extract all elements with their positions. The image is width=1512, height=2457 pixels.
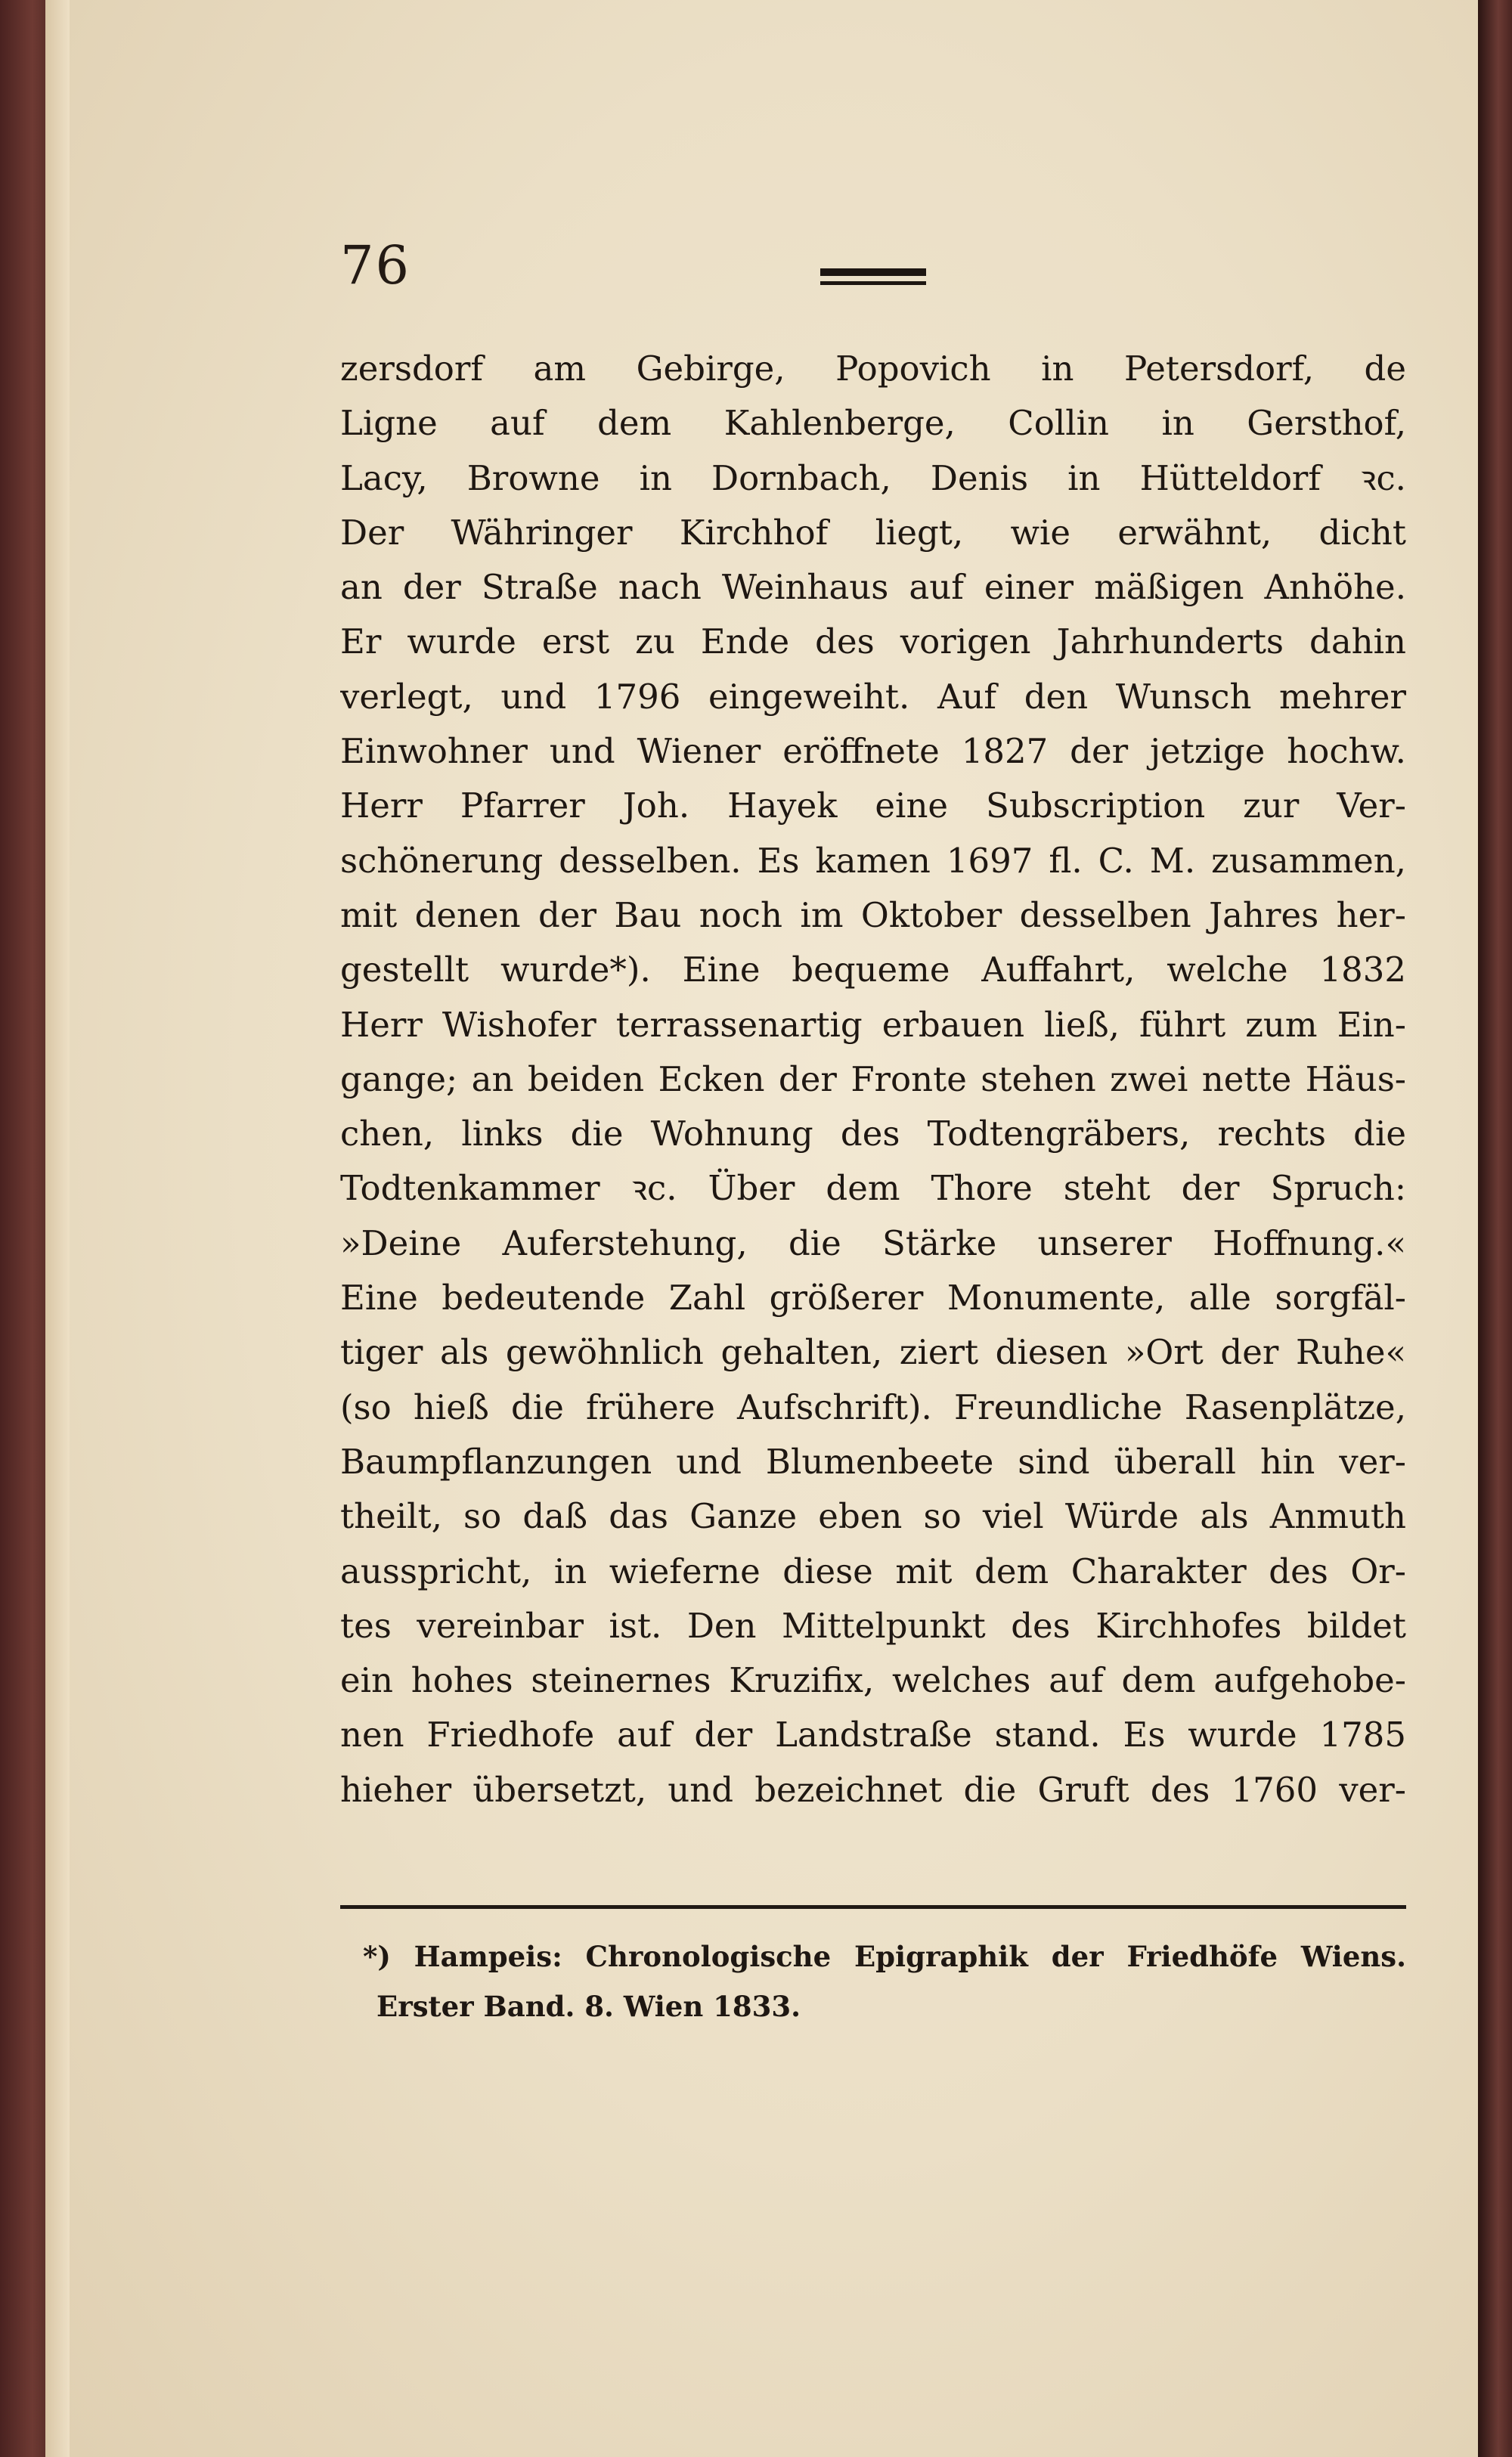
text-line: zersdorf am Gebirge, Popovich in Petersdorf, de <box>340 349 1406 389</box>
text-line: gestellt wurde*). Eine bequeme Auffahrt, welche 1832 <box>340 950 1406 990</box>
text-line: Eine bedeutende Zahl größerer Monumente, alle sorgfäl- <box>340 1278 1406 1318</box>
header-ornament-rule <box>820 268 926 276</box>
text-line: nen Friedhofe auf der Landstraße stand. Es wurde 1785 <box>340 1715 1406 1755</box>
text-line: ein hohes steinernes Kruzifix, welches auf dem aufgehobe- <box>340 1660 1406 1701</box>
footnote <box>363 1932 1406 2031</box>
text-line: Einwohner und Wiener eröffnete 1827 der jetzige hochw. <box>340 731 1406 772</box>
text-line: tes vereinbar ist. Den Mittelpunkt des Kirchhofes bildet <box>340 1605 1406 1646</box>
text-line: theilt, so daß das Ganze eben so viel Würde als Anmuth <box>340 1496 1406 1537</box>
text-line: ausspricht, in wieferne diese mit dem Charakter des Or- <box>340 1551 1406 1591</box>
book-cover-edge-right <box>1478 0 1512 2457</box>
text-line: »Deine Auferstehung, die Stärke unserer Hoffnung.« <box>340 1222 1406 1263</box>
page-header <box>340 234 1406 318</box>
text-line: tiger als gewöhnlich gehalten, ziert diesen »Ort der Ruhe« <box>340 1332 1406 1373</box>
text-line: hieher übersetzt, und bezeichnet die Gruft des 1760 ver- <box>340 1769 1406 1810</box>
text-line: chen, links die Wohnung des Todtengräbers, rechts die <box>340 1114 1406 1154</box>
text-line: an der Straße nach Weinhaus auf einer mäßigen Anhöhe. <box>340 567 1406 608</box>
text-line: (so hieß die frühere Aufschrift). Freundliche Rasenplätze, <box>340 1387 1406 1427</box>
footnote-separator <box>340 1905 1406 1909</box>
header-ornament-rule-thin <box>820 281 926 285</box>
text-line: Lacy, Browne in Dornbach, Denis in Hütteldorf ꝛc. <box>340 457 1406 498</box>
text-line: schönerung desselben. Es kamen 1697 fl. C. M. zusammen, <box>340 840 1406 881</box>
text-line: Er wurde erst zu Ende des vorigen Jahrhunderts dahin <box>340 621 1406 662</box>
main-text <box>340 342 1406 1817</box>
text-line: Todtenkammer ꝛc. Über dem Thore steht der Spruch: <box>340 1168 1406 1209</box>
text-line: Herr Wishofer terrassenartig erbauen ließ, führt zum Ein- <box>340 1004 1406 1045</box>
text-line: Der Währinger Kirchhof liegt, wie erwähnt, dicht <box>340 512 1406 553</box>
text-line: Ligne auf dem Kahlenberge, Collin in Gersthof, <box>340 403 1406 444</box>
page-stack-edge <box>45 0 72 2457</box>
footnote-line: *) Hampeis: Chronologische Epigraphik der Friedhöfe Wiens. <box>363 1940 1406 1973</box>
page-number: 76 <box>340 234 411 296</box>
footnote-line: Erster Band. 8. Wien 1833. <box>376 1990 801 2023</box>
text-line: mit denen der Bau noch im Oktober desselben Jahres her- <box>340 894 1406 935</box>
text-line: gange; an beiden Ecken der Fronte stehen zwei nette Häus- <box>340 1058 1406 1099</box>
text-line: verlegt, und 1796 eingeweiht. Auf den Wunsch mehrer <box>340 676 1406 717</box>
text-line: Herr Pfarrer Joh. Hayek eine Subscription zur Ver- <box>340 785 1406 826</box>
text-line: Baumpflanzungen und Blumenbeete sind überall hin ver- <box>340 1441 1406 1482</box>
